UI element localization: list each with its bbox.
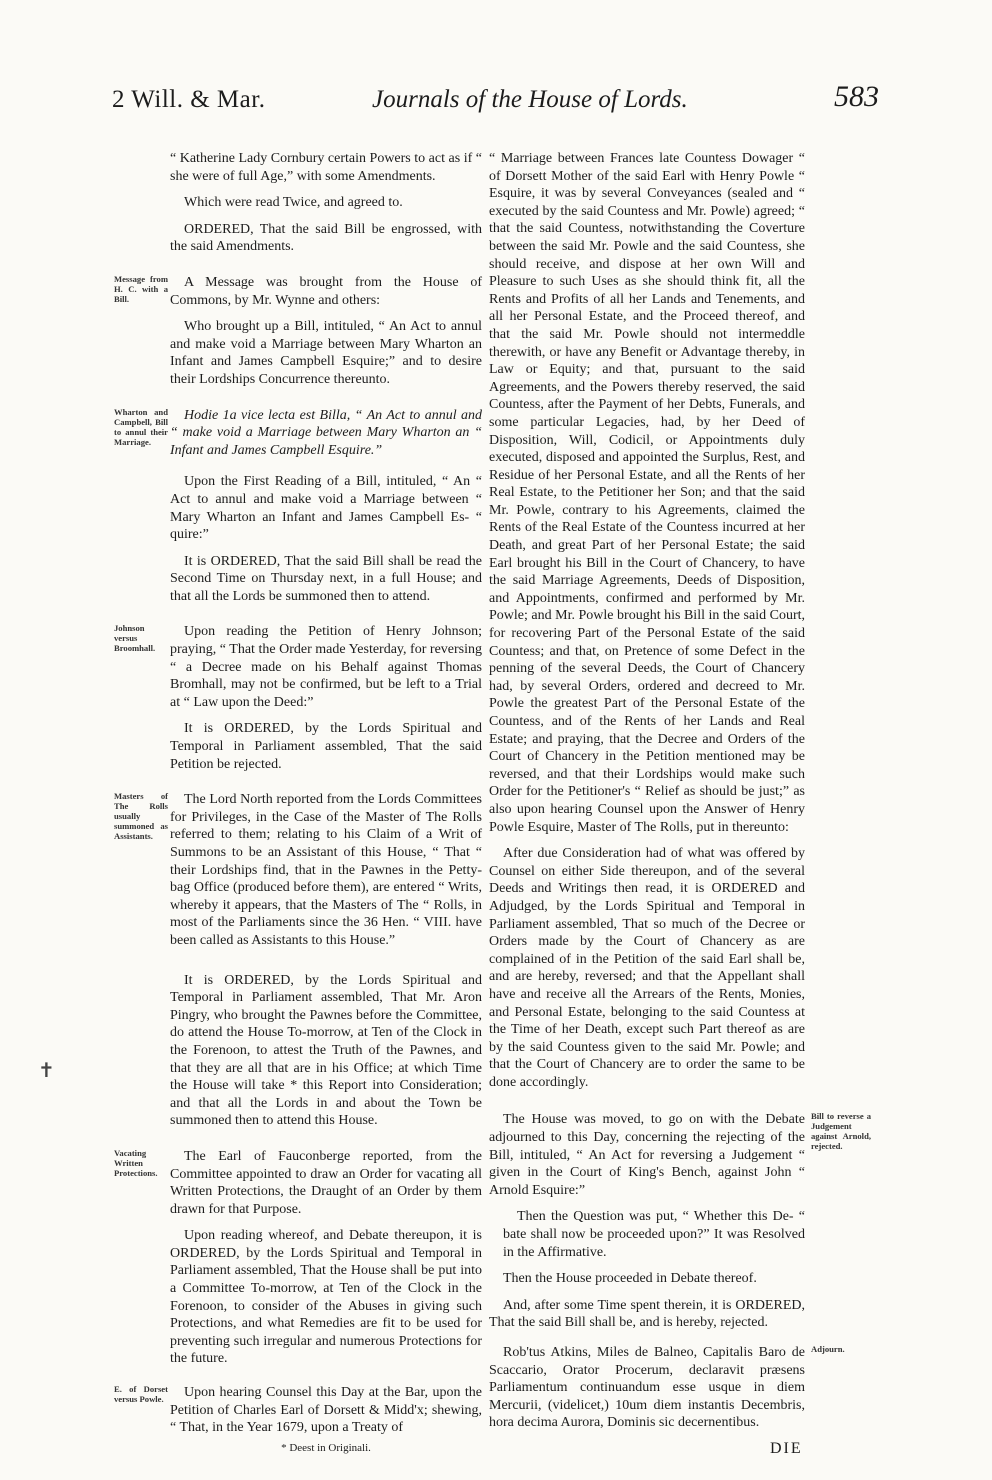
margin-note: E. of Dorset versus Powle. [114,1384,168,1405]
margin-note: Masters of The Rolls usually summoned as Assistants. [114,791,168,842]
footnote: * Deest in Originali. [281,1441,371,1454]
page-number: 583 [834,80,879,113]
paragraph: Then the Question was put, “ Whether this De- “ bate shall now be proceeded upon?” It was Resolved in the Affirmative. [503,1209,805,1260]
page-header [0,80,992,126]
paragraph: Who brought up a Bill, intituled, “ An Act to annul and make void a Marriage between Mary Wharton an Infant and James Campbell Esquire;” and to desire their Lordships Concurrence thereunto. [170,319,482,387]
paragraph: The Earl of Fauconberge reported, from the Committee appointed to draw an Order for vacating all Written Protections, the Draught of an Order by them drawn for that Purpose. [170,1148,482,1217]
paragraph: Rob'tus Atkins, Miles de Balneo, Capitalis Baro de Scaccario, Orator Procerum, declaravit præsens Parliamentum continuandum esse usque in diem Mercurii, (videlicet,) 10um diem instantis Decembris, hora decima Aurora, Dominis sic decernentibus. [489,1345,805,1431]
paragraph: Upon hearing Counsel this Day at the Bar, upon the Petition of Charles Earl of Dorsett & Midd'x; shewing, “ That, in the Year 1679, upon a Treaty of [170,1385,482,1436]
catchword: DIE [770,1440,803,1457]
paragraph: Which were read Twice, and agreed to. [184,195,403,211]
paragraph: It is ORDERED, by the Lords Spiritual and Temporal in Parliament assembled, That the said Petition be rejected. [170,721,482,772]
left-column [114,150,482,1457]
margin-mark: ✝ [38,1060,55,1082]
paragraph: Upon the First Reading of a Bill, intituled, “ An “ Act to annul and make void a Marriage between “ Mary Wharton an Infant and James Campbell Es- “ quire:” [170,474,482,543]
paragraph: ORDERED, That the said Bill be engrossed, with the said Amendments. [170,221,482,255]
paragraph: A Message was brought from the House of Commons, by Mr. Wynne and others: [170,274,482,308]
margin-note: Message from H. C. with a Bill. [114,273,168,304]
paragraph: The House was moved, to go on with the Debate adjourned to this Day, concerning the rejecting of the Bill, intituled, “ An Act for reversing a Judgement “ given in the Court of King's Bench, against John “ Arnold Esquire:” [489,1112,805,1198]
margin-note: Bill to reverse a Judgement against Arnold, rejected. [811,1111,871,1152]
paragraph: Upon reading the Petition of Henry Johnson; praying, “ That the Order made Yesterday, for reversing “ a Decree made on his Behalf against Thomas Bromhall, may not be confirmed, but be left to a Trial at “ Law upon the Deed:” [170,624,482,710]
paragraph: After due Consideration had of what was offered by Counsel on either Side thereupon, and of the several Deeds and Writings then read, it is ORDERED and Adjudged, by the Lords Spiritual and Temporal in Parliament assembled, That so much of the Decree or Orders made by the Court of Chancery as are complained of in the Petition of the said Earl shall be, and are hereby, reversed; and that the Appellant shall have and receive all the Arrears of the Rents, Monies, and Personal Estate, belonging to the said Countess at the Time of her Death, except such Part thereof as are by the said Countess given to the said Mr. Powle; and that the Court of Chancery are to order the same to be done accordingly. [489,846,805,1090]
journal-title: Journals of the House of Lords. [372,86,688,113]
paragraph: Upon reading whereof, and Debate thereupon, it is ORDERED, by the Lords Spiritual and Temporal in Parliament assembled, That the House shall be put into a Committee To-morrow, at Ten of the Clock in the Forenoon, to consider of the Abuses in giving such Protections, and what Remedies are fit to be used for preventing such irregular and numerous Protections for the future. [170,1228,482,1367]
right-column [489,150,871,1441]
paragraph: And, after some Time spent therein, it is ORDERED, That the said Bill shall be, and is hereby, rejected. [489,1297,805,1331]
margin-note: Wharton and Campbell, Bill to annul their Marriage. [114,406,168,447]
paragraph: It is ORDERED, That the said Bill shall be read the Second Time on Thursday next, in a full House; and that all the Lords be summoned then to attend. [170,553,482,604]
paragraph: “ Katherine Lady Cornbury certain Powers to act as if “ she were of full Age,” with some Amendments. [170,151,482,184]
margin-note: Adjourn. [811,1344,845,1354]
paragraph: Hodie 1a vice lecta est Billa, “ An Act to annul and “ make void a Marriage between Mary Wharton an “ Infant and James Campbell Esquire.” [170,407,482,458]
paragraph: Then the House proceeded in Debate thereof. [503,1271,757,1287]
margin-note: Johnson versus Broomhall. [114,623,156,654]
paragraph: “ Marriage between Frances late Countess Dowager “ of Dorsett Mother of the said Earl with Henry Powle “ Esquire, it was by several Conveyances (sealed and “ executed by the said Countess and Mr. Powle) agreed; “ that the said Countess, notwithstanding the Coverture between the said Mr. Powle and the said Countess, she should receive, and dispose at her own Will and Pleasure to such Uses as she should think fit, all the Rents and Profits of all her Lands and Tenements, and all her Personal Estate, and the Proceed thereof, and that the said Mr. Powle should not intermeddle therewith, or have any Benefit or Advantage thereby, in Law or Equity; and that, pursuant to the said Agreements, and the Powers thereby reserved, the said Countess, after the Payment of her Debts, Funerals, and some particular Legacies, had, by her Deed of Disposition, Will, Codicil, or Appointments duly executed, disposed and appointed the Surplus, Rest, and Residue of her Personal Estate, and all the Rents of her Real Estate, to the Petitioner her Son; and that the said Mr. Powle, contrary to his Agreements, claimed the Rents of the Real Estate of the Countess incurred at her Death, and great Part of her Personal Estate; the said Earl brought his Bill in the Court of Chancery, to have the said Marriage Agreements, Deeds of Disposition, and Appointments, confirmed and performed by Mr. Powle; and Mr. Powle brought his Bill in the said Court, for recovering Part of the Personal Estate of the said Countess; and that, on Pretence of some Defect in the penning of the several Deeds, the Court of Chancery had, by several Orders, ordered and decreed to Mr. Powle the greatest Part of the Personal Estate of the Countess, and of the Rents of her Lands and Real Estate; and praying, that the Decree and Orders of the Court of Chancery in the Petition mentioned may be reversed, and that their Lordships would make such Order for the Petitioner's “ Relief as should be just;” as also upon hearing Counsel upon the Answer of Henry Powle Esquire, Master of The Rolls, put in thereunto: [489,151,805,835]
margin-note: Vacating Written Protections. [114,1147,158,1178]
paragraph: It is ORDERED, by the Lords Spiritual and Temporal in Parliament assembled, That Mr. Aron Pingry, who brought the Pawnes before the Committee, do attend the House To-morrow, at Ten of the Clock in the Forenoon, to attest the Truth of the Pawnes, and that they are all that are in his Office; at which Time the House will take * this Report into Consideration; and that all the Lords in and about the Town be summoned then to attend this House. [170,972,482,1129]
regnal-year: 2 Will. & Mar. [112,86,266,113]
paragraph: The Lord North reported from the Lords Committees for Privileges, in the Case of the Master of The Rolls referred to them; relating to his Claim of a Writ of Summons to be an Assistant of this House, “ That “ their Lordships find, that in the Pawnes in the Petty-bag Office (produced before them), are entered “ Writs, whereby it appears, that the Masters of The “ Rolls, in most of the Parliaments since the 36 Hen. “ VIII. have been called as Assistants to this House.” [170,792,482,948]
